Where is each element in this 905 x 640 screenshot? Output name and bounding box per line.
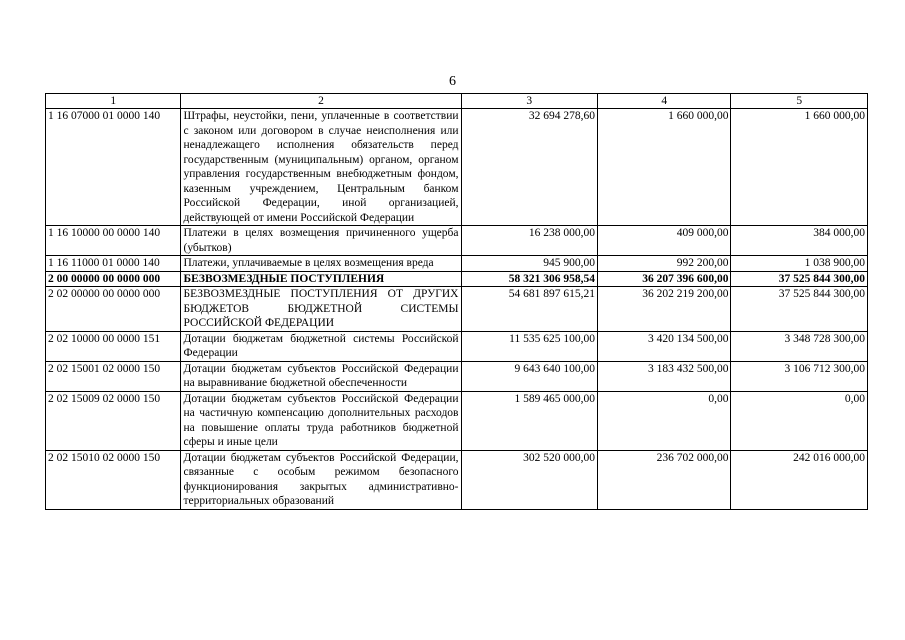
amount-col5-cell: 37 525 844 300,00 — [731, 287, 868, 332]
amount-col4-cell: 36 202 219 200,00 — [597, 287, 730, 332]
amount-col3-cell: 32 694 278,60 — [461, 109, 597, 226]
budget-code-cell: 2 02 15010 02 0000 150 — [46, 450, 181, 509]
revenue-name-cell: Дотации бюджетам субъектов Российской Федерации на частичную компенсацию дополнительных расходов на повышение оплаты труда работников бюджетной сферы и иные цели — [181, 391, 461, 450]
amount-col3-cell: 302 520 000,00 — [461, 450, 597, 509]
table-row — [46, 226, 868, 256]
budget-revenue-table — [45, 93, 868, 510]
revenue-name-cell: Дотации бюджетам субъектов Российской Федерации, связанные с особым режимом безопасного функционирования закрытых административно-территориальных образований — [181, 450, 461, 509]
budget-code-cell: 2 02 15001 02 0000 150 — [46, 361, 181, 391]
amount-col3-cell: 9 643 640 100,00 — [461, 361, 597, 391]
amount-col5-cell: 384 000,00 — [731, 226, 868, 256]
amount-col4-cell: 0,00 — [597, 391, 730, 450]
amount-col5-cell: 242 016 000,00 — [731, 450, 868, 509]
amount-col4-cell: 36 207 396 600,00 — [597, 271, 730, 287]
table-row — [46, 331, 868, 361]
column-header-4: 4 — [597, 94, 730, 109]
amount-col3-cell: 54 681 897 615,21 — [461, 287, 597, 332]
budget-code-cell: 1 16 10000 00 0000 140 — [46, 226, 181, 256]
table-row — [46, 391, 868, 450]
amount-col5-cell: 3 106 712 300,00 — [731, 361, 868, 391]
amount-col3-cell: 58 321 306 958,54 — [461, 271, 597, 287]
revenue-name-cell: Дотации бюджетам бюджетной системы Российской Федерации — [181, 331, 461, 361]
amount-col4-cell: 3 183 432 500,00 — [597, 361, 730, 391]
column-header-3: 3 — [461, 94, 597, 109]
amount-col4-cell: 1 660 000,00 — [597, 109, 730, 226]
revenue-name-cell: БЕЗВОЗМЕЗДНЫЕ ПОСТУПЛЕНИЯ — [181, 271, 461, 287]
amount-col5-cell: 1 660 000,00 — [731, 109, 868, 226]
amount-col5-cell: 37 525 844 300,00 — [731, 271, 868, 287]
amount-col5-cell: 3 348 728 300,00 — [731, 331, 868, 361]
amount-col5-cell: 0,00 — [731, 391, 868, 450]
budget-code-cell: 1 16 07000 01 0000 140 — [46, 109, 181, 226]
table-row — [46, 109, 868, 226]
amount-col4-cell: 992 200,00 — [597, 256, 730, 272]
amount-col4-cell: 236 702 000,00 — [597, 450, 730, 509]
revenue-name-cell: Штрафы, неустойки, пени, уплаченные в соответствии с законом или договором в случае неисполнения или ненадлежащего исполнения обязательств перед государственным (муниципальным) органом, органом управления государственным внебюджетным фондом, казенным учреждением, Центральным банком Российской Федерации, иной организацией, действующей от имени Российской Федерации — [181, 109, 461, 226]
amount-col4-cell: 409 000,00 — [597, 226, 730, 256]
budget-code-cell: 2 02 00000 00 0000 000 — [46, 287, 181, 332]
table-row — [46, 361, 868, 391]
amount-col3-cell: 11 535 625 100,00 — [461, 331, 597, 361]
table-header-row — [46, 94, 868, 109]
column-header-2: 2 — [181, 94, 461, 109]
page-number: 6 — [449, 74, 456, 89]
amount-col5-cell: 1 038 900,00 — [731, 256, 868, 272]
budget-code-cell: 1 16 11000 01 0000 140 — [46, 256, 181, 272]
amount-col3-cell: 1 589 465 000,00 — [461, 391, 597, 450]
budget-code-cell: 2 00 00000 00 0000 000 — [46, 271, 181, 287]
column-header-1: 1 — [46, 94, 181, 109]
revenue-name-cell: Платежи в целях возмещения причиненного ущерба (убытков) — [181, 226, 461, 256]
amount-col3-cell: 945 900,00 — [461, 256, 597, 272]
budget-code-cell: 2 02 10000 00 0000 151 — [46, 331, 181, 361]
table-row — [46, 287, 868, 332]
table-row — [46, 271, 868, 287]
column-header-5: 5 — [731, 94, 868, 109]
revenue-name-cell: БЕЗВОЗМЕЗДНЫЕ ПОСТУПЛЕНИЯ ОТ ДРУГИХ БЮДЖЕТОВ БЮДЖЕТНОЙ СИСТЕМЫ РОССИЙСКОЙ ФЕДЕРАЦИИ — [181, 287, 461, 332]
revenue-name-cell: Платежи, уплачиваемые в целях возмещения вреда — [181, 256, 461, 272]
table-body — [46, 109, 868, 510]
table-row — [46, 450, 868, 509]
budget-code-cell: 2 02 15009 02 0000 150 — [46, 391, 181, 450]
revenue-name-cell: Дотации бюджетам субъектов Российской Федерации на выравнивание бюджетной обеспеченности — [181, 361, 461, 391]
amount-col3-cell: 16 238 000,00 — [461, 226, 597, 256]
amount-col4-cell: 3 420 134 500,00 — [597, 331, 730, 361]
table-row — [46, 256, 868, 272]
